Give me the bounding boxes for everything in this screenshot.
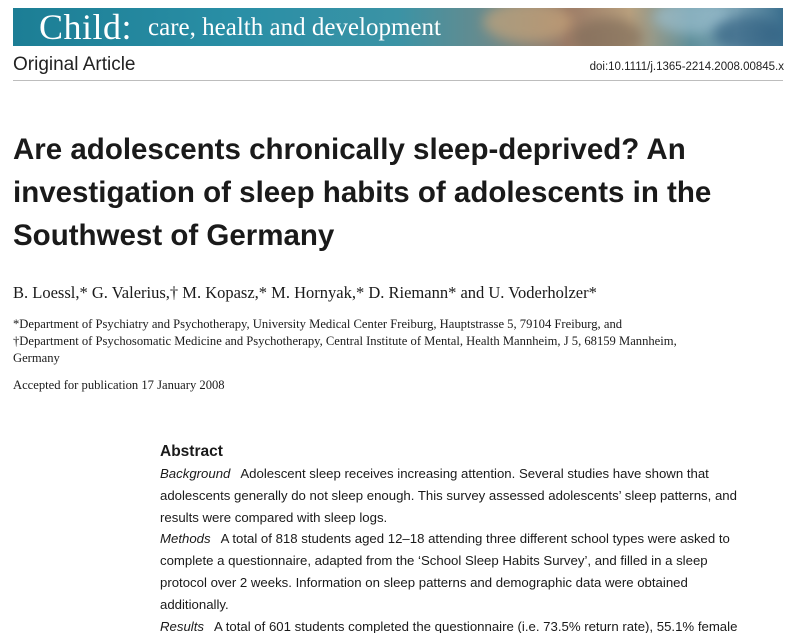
author-list: B. Loessl,* G. Valerius,† M. Kopasz,* M. Hornyak,* D. Riemann* and U. Voderholzer* — [13, 283, 597, 302]
journal-masthead — [39, 8, 441, 46]
affiliation-line: †Department of Psychosomatic Medicine and Psychotherapy, Central Institute of Mental, Health Mannheim, J 5, 68159 Mannheim, — [13, 334, 677, 348]
affiliations — [13, 316, 783, 367]
article-type: Original Article — [13, 54, 136, 75]
affiliation-line: Germany — [13, 351, 60, 365]
affiliation-line: *Department of Psychiatry and Psychotherapy, University Medical Center Freiburg, Hauptstrasse 5, 79104 Freiburg, and — [13, 317, 623, 331]
abstract-text-line: A total of 818 students aged 12–18 attending three different school types were asked to — [220, 531, 730, 547]
journal-name: Child: — [39, 8, 133, 46]
abstract-heading: Abstract — [160, 443, 223, 460]
abstract-methods-label: Methods — [160, 531, 211, 547]
abstract-text-line: additionally. — [160, 596, 229, 612]
abstract-text-line: complete a questionnaire, adapted from the ‘School Sleep Habits Survey’, and filled in a sleep — [160, 553, 708, 569]
journal-subtitle: care, health and development — [148, 14, 441, 41]
abstract-results-label: Results — [160, 618, 204, 633]
abstract-text-line: A total of 601 students completed the questionnaire (i.e. 73.5% return rate), 55.1% female — [213, 618, 738, 633]
abstract-body — [160, 463, 785, 633]
doi-link[interactable]: doi:10.1111/j.1365-2214.2008.00845.x — [589, 61, 784, 73]
abstract-background-label: Background — [160, 466, 231, 481]
abstract-text-line: Adolescent sleep receives increasing attention. Several studies have shown that — [240, 466, 709, 481]
abstract-text-line: protocol over 2 weeks. Information on sleep patterns and demographic data were obtained — [160, 574, 688, 590]
journal-banner — [13, 8, 783, 46]
abstract-text-line: results were compared with sleep logs. — [160, 509, 388, 525]
article-title: Are adolescents chronically sleep-deprived? An investigation of sleep habits of adolescents in the Southwest of Germany — [13, 133, 712, 252]
accepted-date: Accepted for publication 17 January 2008 — [13, 378, 225, 392]
abstract-text-line: adolescents generally do not sleep enough. This survey assessed adolescents’ sleep patterns, and — [160, 487, 737, 503]
abstract-section — [160, 441, 785, 633]
header-divider — [13, 80, 783, 81]
